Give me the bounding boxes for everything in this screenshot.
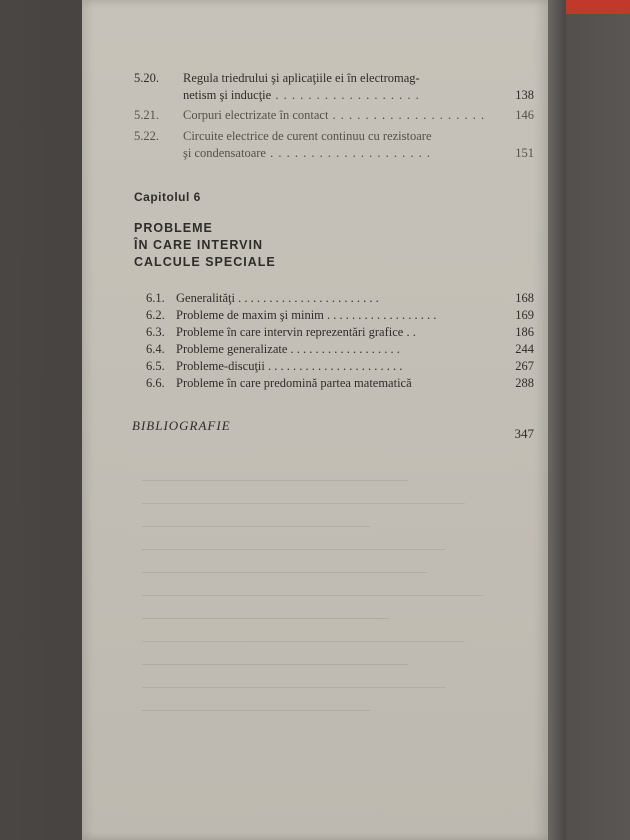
entry-page: 288 [515, 376, 534, 390]
entry-number: 5.21. [134, 108, 159, 122]
bibliography-page: 347 [514, 426, 534, 441]
chapter-label: Capitolul 6 [134, 190, 201, 204]
entry-number: 6.3. [146, 325, 165, 339]
show-through-texture [142, 470, 522, 770]
entry-number: 6.6. [146, 376, 165, 390]
red-book-edge [566, 0, 630, 14]
chapter-title-line: PROBLEME [134, 221, 213, 235]
entry-title: Probleme în care predomină partea matematică [176, 376, 412, 390]
entry-number: 6.4. [146, 342, 165, 356]
entry-number: 5.20. [134, 71, 159, 85]
toc-entry-6-3 [146, 324, 534, 341]
entry-title: Probleme de maxim şi minim . . . . . . . . . . . . . . . . . . [176, 308, 437, 322]
book-page [82, 0, 548, 840]
entry-title-line-1: Regula triedrului şi aplicaţiile ei în electromag- [183, 71, 420, 85]
toc-entry-6-1 [146, 290, 534, 307]
entry-title-line-2: şi condensatoare . . . . . . . . . . . . . . . . . . . . [183, 146, 431, 160]
entry-page: 186 [515, 325, 534, 339]
toc-entry-6-2 [146, 307, 534, 324]
entry-number: 6.1. [146, 291, 165, 305]
entry-page: 151 [515, 146, 534, 160]
entry-title: Probleme-discuţii . . . . . . . . . . . . . . . . . . . . . . [176, 359, 403, 373]
toc-entry-6-4 [146, 341, 534, 358]
entry-page: 138 [515, 88, 534, 102]
toc-entry-5-20 [134, 70, 534, 104]
entry-page: 267 [515, 359, 534, 373]
toc-entry-6-5 [146, 358, 534, 375]
entry-title-line-1: Circuite electrice de curent continuu cu rezistoare [183, 129, 432, 143]
toc-entry-6-6 [146, 375, 534, 392]
entry-page: 146 [515, 108, 534, 122]
chapter-title-line: ÎN CARE INTERVIN [134, 238, 263, 252]
chapter-title [134, 220, 276, 271]
toc-entry-5-22 [134, 128, 534, 162]
entry-title: Corpuri electrizate în contact . . . . . . . . . . . . . . . . . . . [183, 108, 486, 122]
entry-title: Probleme în care intervin reprezentări grafice . . [176, 325, 416, 339]
entry-number: 5.22. [134, 129, 159, 143]
entry-number: 6.5. [146, 359, 165, 373]
entry-page: 169 [515, 308, 534, 322]
entry-number: 6.2. [146, 308, 165, 322]
entry-page: 244 [515, 342, 534, 356]
entry-title: Probleme generalizate . . . . . . . . . . . . . . . . . . [176, 342, 400, 356]
entry-title-line-2: netism şi inducţie . . . . . . . . . . . . . . . . . . [183, 88, 420, 102]
bibliography-label: BIBLIOGRAFIE [132, 418, 231, 433]
toc-entry-5-21 [134, 107, 534, 124]
chapter-title-line: CALCULE SPECIALE [134, 255, 276, 269]
page-edge-shadow [548, 0, 566, 840]
entry-page: 168 [515, 291, 534, 305]
entry-title: Generalităţi . . . . . . . . . . . . . . . . . . . . . . . [176, 291, 379, 305]
